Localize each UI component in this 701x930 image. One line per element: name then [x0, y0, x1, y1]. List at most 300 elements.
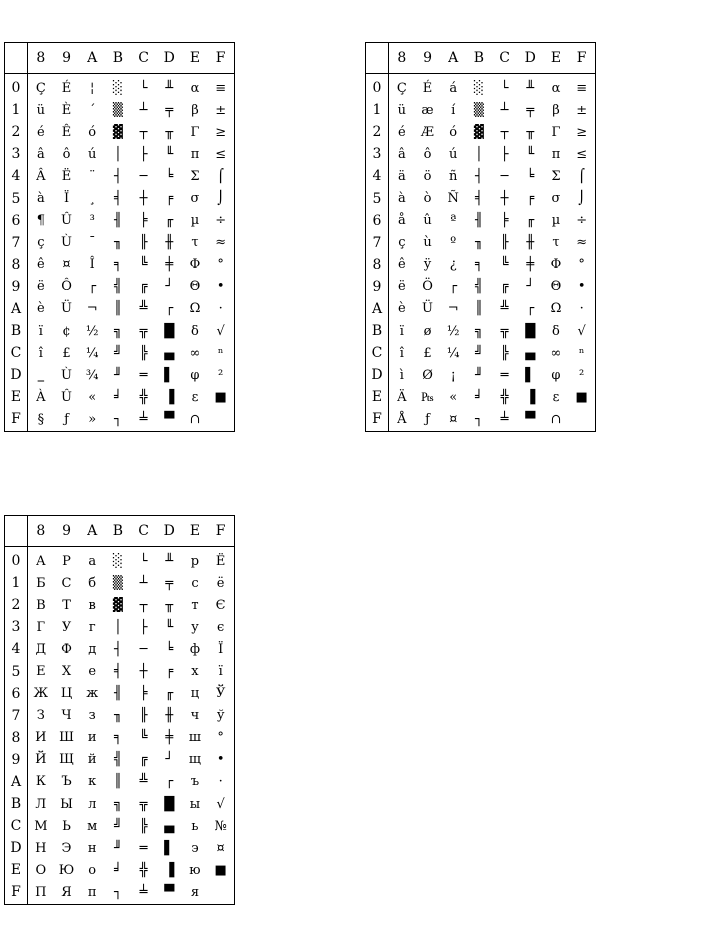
char-cell: Φ [189, 257, 201, 273]
char-cell: ╨ [165, 553, 174, 569]
char-cell: № [214, 818, 227, 834]
char-cell: ² [218, 367, 224, 383]
char-cell: â [36, 146, 45, 162]
char-cell: ┼ [139, 664, 148, 680]
char-cell: ▌ [164, 840, 175, 856]
char-cell: ╕ [113, 257, 122, 273]
char-cell: ■ [575, 389, 588, 405]
char-cell: ε [191, 389, 199, 405]
column-header: A [79, 43, 105, 74]
char-cell: ╔ [139, 279, 148, 295]
char-cell: е [88, 664, 97, 680]
char-cell: β [552, 102, 560, 118]
char-cell: │ [113, 146, 122, 162]
char-cell: ¬ [86, 301, 98, 317]
char-cell: ъ [190, 774, 200, 790]
char-cell: ï [38, 323, 43, 339]
char-cell: н [87, 840, 97, 856]
char-cell: ≤ [215, 146, 227, 162]
char-cell: ╗ [113, 323, 122, 339]
char-cell: ╙ [526, 146, 535, 162]
char-cell: τ [191, 235, 199, 251]
char-cell: ч [190, 708, 200, 724]
char-cell: Г [36, 619, 46, 635]
char-cell: р [190, 553, 200, 569]
char-cell: è [36, 301, 45, 317]
char-cell: ┬ [139, 597, 148, 613]
char-cell: ╪ [165, 257, 174, 273]
char-cell: б [88, 575, 97, 591]
row-header: 9 [366, 276, 389, 298]
row-header: 0 [366, 74, 389, 100]
char-cell: Â [36, 168, 46, 184]
char-cell: ў [216, 708, 225, 724]
row-header: 2 [5, 594, 28, 616]
char-cell: ª [450, 213, 457, 229]
row-header: 0 [5, 74, 28, 100]
char-cell: ╝ [113, 818, 122, 834]
column-header: E [182, 43, 208, 74]
char-cell: ╟ [500, 235, 509, 251]
char-cell: ╚ [139, 730, 148, 746]
char-cell: ї [218, 664, 223, 680]
char-cell: ╬ [139, 862, 148, 878]
char-cell: ╘ [165, 168, 174, 184]
table-row [5, 660, 235, 682]
char-cell: ² [579, 367, 585, 383]
char-cell: ╓ [526, 213, 535, 229]
char-cell: ú [449, 146, 458, 162]
char-cell: ╤ [165, 102, 174, 118]
char-cell [208, 881, 234, 904]
char-cell: È [61, 102, 72, 118]
char-cell: ╫ [165, 235, 174, 251]
char-cell: ç [398, 235, 406, 251]
row-header: E [5, 859, 28, 881]
char-cell: ½ [446, 323, 460, 339]
char-cell: ║ [113, 774, 122, 790]
char-cell: é [397, 124, 406, 140]
char-cell: ∞ [189, 345, 201, 361]
char-cell: ░ [112, 80, 123, 96]
char-cell: Ы [60, 796, 73, 812]
char-cell: » [88, 411, 97, 427]
char-cell: ¤ [62, 257, 71, 273]
column-header: A [79, 516, 105, 547]
char-cell: Ъ [61, 774, 72, 790]
char-cell: Σ [551, 168, 561, 184]
table-row [5, 771, 235, 793]
char-cell: √ [216, 323, 225, 339]
char-cell: Ë [61, 168, 72, 184]
table-row [5, 638, 235, 660]
table-row [5, 232, 235, 254]
char-cell: ┴ [139, 102, 148, 118]
char-cell: П [35, 884, 47, 900]
char-cell: а [88, 553, 97, 569]
char-cell: Ж [33, 686, 49, 702]
char-cell: û [423, 213, 432, 229]
char-cell: ╡ [474, 191, 483, 207]
char-cell: Л [35, 796, 47, 812]
char-cell: Ä [397, 389, 407, 405]
char-cell: ├ [139, 619, 148, 635]
char-cell: ø [423, 323, 432, 339]
char-cell: ▀ [164, 411, 175, 427]
char-cell: х [191, 664, 199, 680]
char-cell: ü [397, 102, 407, 118]
char-cell: Ω [550, 301, 562, 317]
char-cell: Ф [61, 641, 72, 657]
char-cell: ⁿ [578, 345, 585, 361]
char-cell: à [397, 191, 406, 207]
char-cell: ∞ [550, 345, 562, 361]
char-cell: • [216, 279, 225, 295]
char-cell: í [451, 102, 456, 118]
char-cell: Γ [551, 124, 561, 140]
header-row [5, 43, 235, 74]
char-cell: л [88, 796, 97, 812]
char-cell: ╖ [474, 235, 483, 251]
corner-cell [366, 43, 389, 74]
char-cell: Е [36, 664, 46, 680]
char-cell: ╗ [113, 796, 122, 812]
char-cell: • [577, 279, 586, 295]
char-cell: ╓ [165, 213, 174, 229]
char-cell: ╔ [500, 279, 509, 295]
char-cell: Й [35, 752, 47, 768]
char-cell: ╛ [474, 389, 483, 405]
char-cell: ▀ [525, 411, 536, 427]
row-header: C [5, 342, 28, 364]
char-cell: ┤ [113, 641, 122, 657]
column-header: F [208, 43, 234, 74]
char-cell: α [551, 80, 561, 96]
char-cell: Ü [422, 301, 434, 317]
char-cell: Û [61, 389, 73, 405]
row-header: 7 [5, 705, 28, 727]
char-cell: ½ [85, 323, 99, 339]
table-row [5, 364, 235, 386]
char-cell: ┬ [139, 124, 148, 140]
char-cell: Ö [422, 279, 433, 295]
row-header: 8 [5, 254, 28, 276]
char-cell: ¸ [88, 191, 96, 207]
char-cell: ╬ [500, 389, 509, 405]
char-cell: Θ [550, 279, 562, 295]
table-row [5, 254, 235, 276]
char-cell: ╦ [500, 323, 509, 339]
char-cell: ▐ [164, 389, 175, 405]
char-cell: д [88, 641, 97, 657]
char-cell: ╒ [165, 664, 174, 680]
table-row [5, 386, 235, 408]
char-cell: É [61, 80, 72, 96]
char-cell: к [88, 774, 97, 790]
char-cell: ц [190, 686, 200, 702]
char-cell: Ё [215, 553, 226, 569]
char-cell: ╦ [139, 796, 148, 812]
char-cell: ш [188, 730, 202, 746]
table-row [5, 727, 235, 749]
char-cell: с [191, 575, 199, 591]
char-cell: С [61, 575, 72, 591]
char-cell: ╖ [113, 235, 122, 251]
table-row [366, 342, 596, 364]
row-header: A [5, 771, 28, 793]
char-cell: ═ [139, 840, 148, 856]
table-row [366, 254, 596, 276]
table-row [366, 364, 596, 386]
table-row [5, 276, 235, 298]
row-header: 1 [5, 99, 28, 121]
char-cell: ó [88, 124, 97, 140]
column-header: B [466, 43, 492, 74]
char-cell: ┼ [500, 191, 509, 207]
char-cell: Θ [189, 279, 201, 295]
char-cell: ⌠ [217, 168, 225, 184]
row-header: 8 [366, 254, 389, 276]
char-cell: ╒ [526, 191, 535, 207]
char-cell: î [38, 345, 43, 361]
char-cell: ┌ [449, 279, 458, 295]
char-cell: ┼ [139, 191, 148, 207]
char-cell: Щ [59, 752, 74, 768]
row-header: A [366, 298, 389, 320]
char-cell: ╧ [139, 411, 148, 427]
row-header: C [5, 815, 28, 837]
row-header: D [5, 364, 28, 386]
char-cell: β [191, 102, 199, 118]
char-cell: î [399, 345, 404, 361]
char-cell: З [36, 708, 45, 724]
row-header: 3 [5, 143, 28, 165]
char-cell: ¼ [85, 345, 99, 361]
row-header: 4 [5, 638, 28, 660]
char-cell: Н [35, 840, 47, 856]
column-header: A [440, 43, 466, 74]
row-header: 5 [366, 187, 389, 209]
table-row [5, 793, 235, 815]
table-row [5, 121, 235, 143]
char-cell: т [191, 597, 199, 613]
row-header: E [366, 386, 389, 408]
char-cell: ╫ [165, 708, 174, 724]
char-cell: │ [474, 146, 483, 162]
char-cell: ╢ [474, 213, 483, 229]
char-cell: Ї [218, 641, 224, 657]
column-header: E [543, 43, 569, 74]
row-header: B [5, 793, 28, 815]
char-cell: ä [397, 168, 406, 184]
char-cell: ├ [139, 146, 148, 162]
char-cell: ê [397, 257, 406, 273]
column-header: B [105, 516, 131, 547]
column-header: F [208, 516, 234, 547]
row-header: 2 [5, 121, 28, 143]
char-cell: φ [551, 367, 561, 383]
char-cell: ñ [449, 168, 458, 184]
table-row [5, 859, 235, 881]
char-cell: • [216, 752, 225, 768]
char-cell: Î [89, 257, 95, 273]
char-cell: µ [551, 213, 561, 229]
row-header: 0 [5, 547, 28, 573]
column-header: 8 [389, 43, 415, 74]
char-cell: ┌ [165, 301, 174, 317]
char-cell [569, 408, 595, 431]
char-cell: ╥ [165, 124, 174, 140]
row-header: 5 [5, 187, 28, 209]
char-cell: К [35, 774, 46, 790]
char-cell: ╡ [113, 191, 122, 207]
column-header: 8 [28, 43, 54, 74]
char-cell: ╒ [165, 191, 174, 207]
header-row [5, 516, 235, 547]
char-cell: ╜ [113, 367, 122, 383]
table-row [366, 121, 596, 143]
table-row [5, 837, 235, 859]
table-row [5, 210, 235, 232]
char-cell: æ [421, 102, 434, 118]
char-cell: · [579, 301, 584, 317]
table-row [5, 408, 235, 431]
column-header: 9 [54, 43, 80, 74]
char-cell: ´ [88, 102, 96, 118]
char-cell: ô [62, 146, 71, 162]
char-cell: Б [36, 575, 46, 591]
char-cell: ╞ [139, 686, 148, 702]
char-cell: « [449, 389, 458, 405]
char-cell: Ï [63, 191, 70, 207]
char-cell: Э [61, 840, 72, 856]
char-cell: ╘ [526, 168, 535, 184]
char-cell: ó [449, 124, 458, 140]
char-cell: ▒ [473, 102, 484, 118]
row-header: 2 [366, 121, 389, 143]
char-cell: ò [423, 191, 432, 207]
char-cell: α [190, 80, 200, 96]
char-cell: ¶ [36, 213, 45, 229]
char-cell: ¾ [85, 367, 99, 383]
char-cell: ╤ [165, 575, 174, 591]
char-cell: Γ [190, 124, 200, 140]
char-cell: ƒ [425, 411, 430, 427]
char-cell: ╙ [165, 619, 174, 635]
table-row [5, 74, 235, 100]
char-cell: ô [423, 146, 432, 162]
row-header: 1 [366, 99, 389, 121]
char-cell: ╢ [113, 686, 122, 702]
char-cell: Ч [61, 708, 72, 724]
row-header: 4 [5, 165, 28, 187]
char-cell: ▒ [112, 102, 123, 118]
code-page-table-3 [4, 515, 235, 905]
char-cell: ╣ [113, 279, 122, 295]
row-header: 1 [5, 572, 28, 594]
char-cell: ╜ [474, 367, 483, 383]
table-row [5, 815, 235, 837]
char-cell: π [190, 146, 200, 162]
char-cell: ï [399, 323, 404, 339]
char-cell: Æ [421, 124, 435, 140]
char-cell: τ [552, 235, 560, 251]
char-cell: à [36, 191, 45, 207]
char-cell: п [87, 884, 97, 900]
char-cell: Ц [60, 686, 73, 702]
char-cell: é [36, 124, 45, 140]
char-cell: ╬ [139, 389, 148, 405]
header-row [366, 43, 596, 74]
table-row [366, 408, 596, 431]
char-cell: Ù [61, 367, 73, 383]
char-cell: ¼ [446, 345, 460, 361]
char-cell: ё [216, 575, 225, 591]
char-cell: Ø [422, 367, 433, 383]
char-cell: ¡ [450, 367, 456, 383]
char-cell: ф [189, 641, 201, 657]
char-cell: ╛ [113, 389, 122, 405]
char-cell: ╞ [500, 213, 509, 229]
char-cell: Ê [61, 124, 72, 140]
char-cell: ù [423, 235, 432, 251]
char-cell: Ñ [447, 191, 459, 207]
char-cell: ë [36, 279, 45, 295]
char-cell: ÷ [576, 213, 588, 229]
char-cell: ┴ [139, 575, 148, 591]
char-cell: á [449, 80, 458, 96]
char-cell: ▓ [112, 597, 123, 613]
char-cell: · [218, 774, 223, 790]
char-cell: Ô [61, 279, 72, 295]
char-cell: ║ [474, 301, 483, 317]
char-cell: Р [62, 553, 71, 569]
char-cell: м [87, 818, 98, 834]
column-header: 8 [28, 516, 54, 547]
row-header: 6 [5, 683, 28, 705]
char-cell: ┴ [500, 102, 509, 118]
char-cell: Ü [61, 301, 73, 317]
char-cell: ╥ [165, 597, 174, 613]
char-cell: ╛ [113, 862, 122, 878]
char-cell: ± [215, 102, 227, 118]
column-header: F [569, 43, 595, 74]
char-cell: « [88, 389, 97, 405]
char-cell: ╡ [113, 664, 122, 680]
char-cell: À [36, 389, 46, 405]
char-cell: Ў [215, 686, 226, 702]
char-cell: ╧ [139, 884, 148, 900]
char-cell: Д [35, 641, 47, 657]
row-header: 3 [366, 143, 389, 165]
char-cell: § [37, 411, 45, 427]
table-row [366, 386, 596, 408]
char-cell: Ç [35, 80, 46, 96]
table-row [366, 143, 596, 165]
char-cell: ⌠ [578, 168, 586, 184]
column-header: D [156, 43, 182, 74]
char-cell: ┐ [113, 884, 122, 900]
table-row [5, 143, 235, 165]
char-cell: ≈ [576, 235, 588, 251]
char-cell: ░ [112, 553, 123, 569]
row-header: F [5, 408, 28, 431]
char-cell: ¤ [449, 411, 458, 427]
char-cell: ╔ [139, 752, 148, 768]
char-cell: ¢ [62, 323, 71, 339]
char-cell: ╩ [139, 301, 148, 317]
char-cell: ─ [139, 641, 148, 657]
